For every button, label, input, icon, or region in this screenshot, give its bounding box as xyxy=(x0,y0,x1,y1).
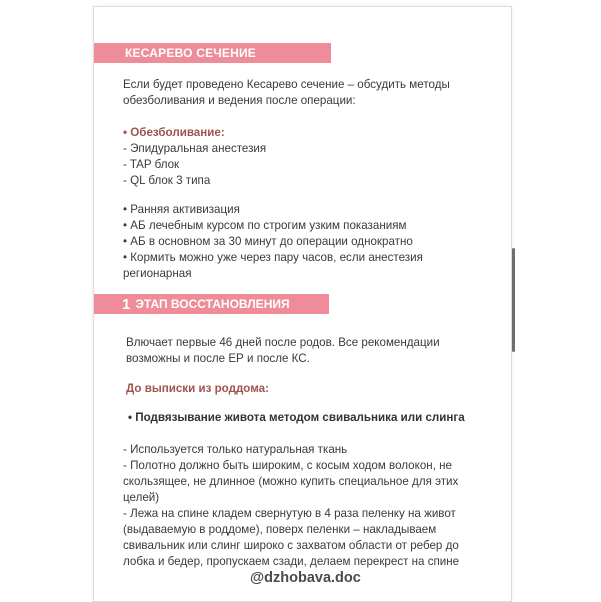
detail-line: (выдаваемую в роддоме), поверх пеленки – накладываем xyxy=(123,523,437,536)
section-banner-cesarean xyxy=(94,43,331,63)
detail-line: свивальник или слинг широко с захватом области от ребер до xyxy=(123,539,459,552)
scrollbar-thumb[interactable] xyxy=(512,248,515,352)
detail-line: скользящее, не длинное (можно купить специальное для этих xyxy=(123,475,459,488)
detail-line: - Лежа на спине кладем свернутую в 4 раза пеленку на живот xyxy=(123,507,456,520)
list-item: • АБ лечебным курсом по строгим узким показаниям xyxy=(123,219,407,232)
anesthesia-heading: • Обезболивание: xyxy=(123,126,225,139)
document-page xyxy=(93,6,512,602)
list-item: • АБ в основном за 30 минут до операции однократно xyxy=(123,235,413,248)
detail-line: - Используется только натуральная ткань xyxy=(123,443,348,456)
detail-line: лобка и бедер, пропускаем сзади, делаем перекрест на спине xyxy=(123,555,460,568)
list-item: • Кормить можно уже через пару часов, если анестезия xyxy=(123,251,423,264)
paragraph-line: обезболивания и ведения после операции: xyxy=(123,94,356,107)
section-title-recovery: ЭТАП ВОССТАНОВЛЕНИЯ xyxy=(135,297,290,311)
list-item: • Ранняя активизация xyxy=(123,203,240,216)
section-title-cesarean: КЕСАРЕВО СЕЧЕНИЕ xyxy=(125,46,257,60)
list-item: - QL блок 3 типа xyxy=(123,174,211,187)
paragraph-line: возможны и после ЕР и после КС. xyxy=(126,352,310,365)
list-item: регионарная xyxy=(123,267,192,280)
watermark-handle: @dzhobava.doc xyxy=(250,570,361,586)
paragraph-line: Влючает первые 46 дней после родов. Все рекомендации xyxy=(126,336,440,349)
paragraph-line: Если будет проведено Кесарево сечение – обсудить методы xyxy=(123,78,450,91)
section-banner-recovery xyxy=(94,294,329,314)
detail-line: - Полотно должно быть широким, с косым ходом волокон, не xyxy=(123,459,452,472)
section-number: 1 xyxy=(122,295,131,313)
detail-line: целей) xyxy=(123,491,160,504)
list-item: - TAP блок xyxy=(123,158,180,171)
discharge-subheading: До выписки из роддома: xyxy=(126,382,269,395)
list-item: - Эпидуральная анестезия xyxy=(123,142,267,155)
swaddle-bullet: • Подвязывание живота методом свивальника или слинга xyxy=(128,411,465,424)
